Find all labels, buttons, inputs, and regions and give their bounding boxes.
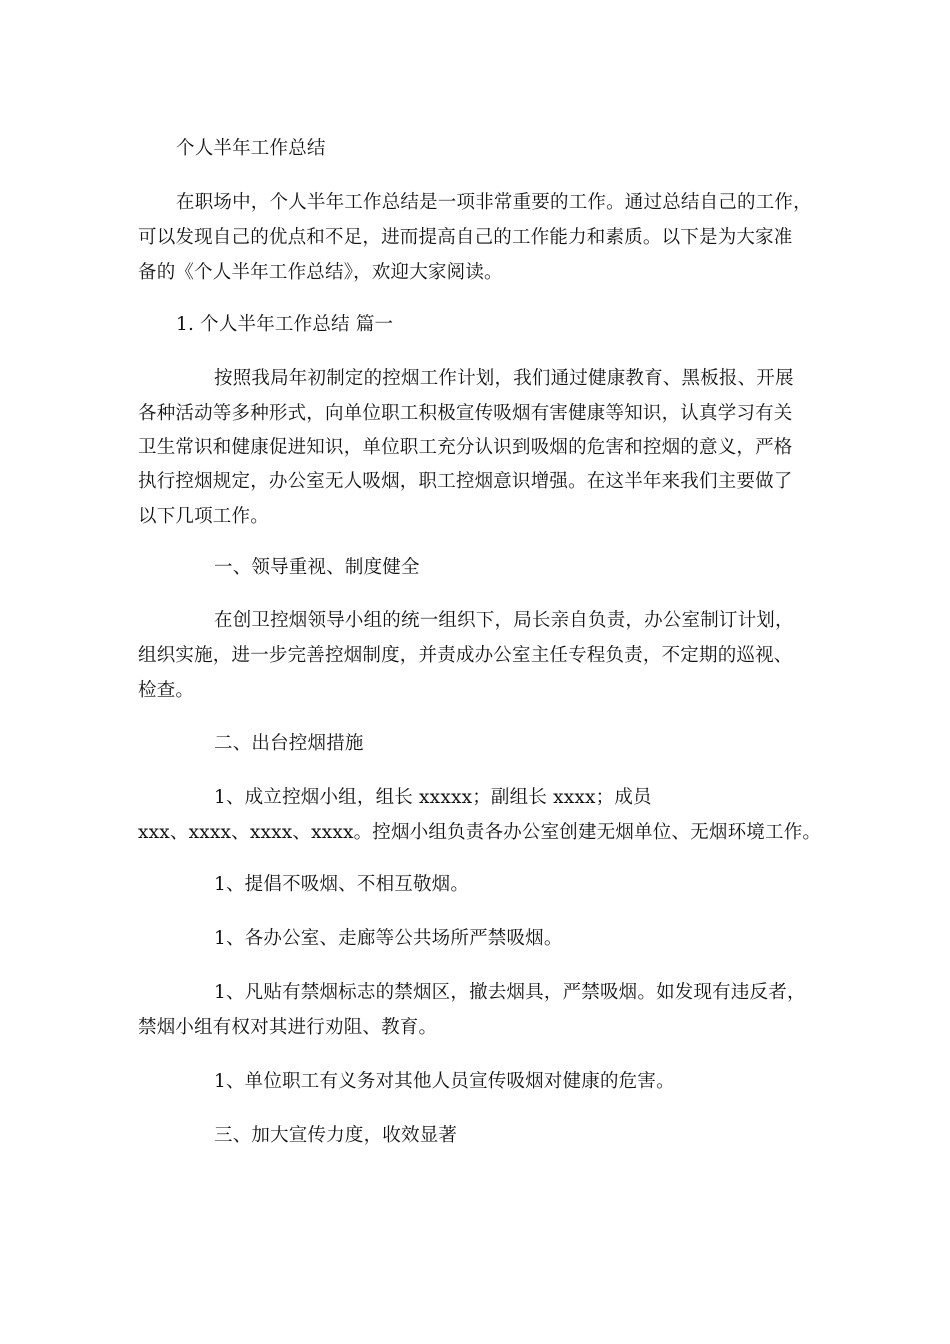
paragraph-line: 检查。 (138, 680, 195, 701)
paragraph-line: 禁烟小组有权对其进行劝阻、教育。 (138, 1017, 438, 1038)
list-item: 1、单位职工有义务对其他人员宣传吸烟对健康的危害。 (214, 1071, 675, 1092)
paragraph-line: 按照我局年初制定的控烟工作计划，我们通过健康教育、黑板报、开展 (214, 368, 794, 389)
paragraph-line: 各种活动等多种形式，向单位职工积极宣传吸烟有害健康等知识，认真学习有关 (138, 403, 793, 424)
list-item: 1、提倡不吸烟、不相互敬烟。 (214, 874, 470, 895)
paragraph-line: 以下几项工作。 (138, 506, 269, 527)
paragraph-line: 在创卫控烟领导小组的统一组织下，局长亲自负责，办公室制订计划， (214, 610, 794, 631)
paragraph-line: 卫生常识和健康促进知识，单位职工充分认识到吸烟的危害和控烟的意义，严格 (138, 437, 793, 458)
paragraph-line: 在职场中，个人半年工作总结是一项非常重要的工作。通过总结自己的工作， (176, 192, 812, 213)
paragraph-line: xxx、xxxx、xxxx、xxxx。控烟小组负责各办公室创建无烟单位、无烟环境工作。 (138, 822, 822, 843)
document-title: 个人半年工作总结 (176, 138, 326, 159)
subheading: 二、出台控烟措施 (214, 733, 364, 754)
paragraph-line: 执行控烟规定，办公室无人吸烟，职工控烟意识增强。在这半年来我们主要做了 (138, 471, 793, 492)
section-heading: 1. 个人半年工作总结 篇一 (176, 314, 394, 335)
list-item: 1、各办公室、走廊等公共场所严禁吸烟。 (214, 928, 563, 949)
subheading: 三、加大宣传力度，收效显著 (214, 1125, 458, 1146)
paragraph-line: 1、凡贴有禁烟标志的禁烟区，撤去烟具，严禁吸烟。如发现有违反者， (214, 982, 806, 1003)
paragraph-line: 1、成立控烟小组，组长 xxxxx；副组长 xxxx；成员 (214, 787, 652, 808)
paragraph-line: 备的《个人半年工作总结》，欢迎大家阅读。 (138, 262, 503, 283)
subheading: 一、领导重视、制度健全 (214, 557, 420, 578)
paragraph-line: 组织实施，进一步完善控烟制度，并责成办公室主任专程负责，不定期的巡视、 (138, 645, 793, 666)
paragraph-line: 可以发现自己的优点和不足，进而提高自己的工作能力和素质。以下是为大家准 (138, 227, 793, 248)
